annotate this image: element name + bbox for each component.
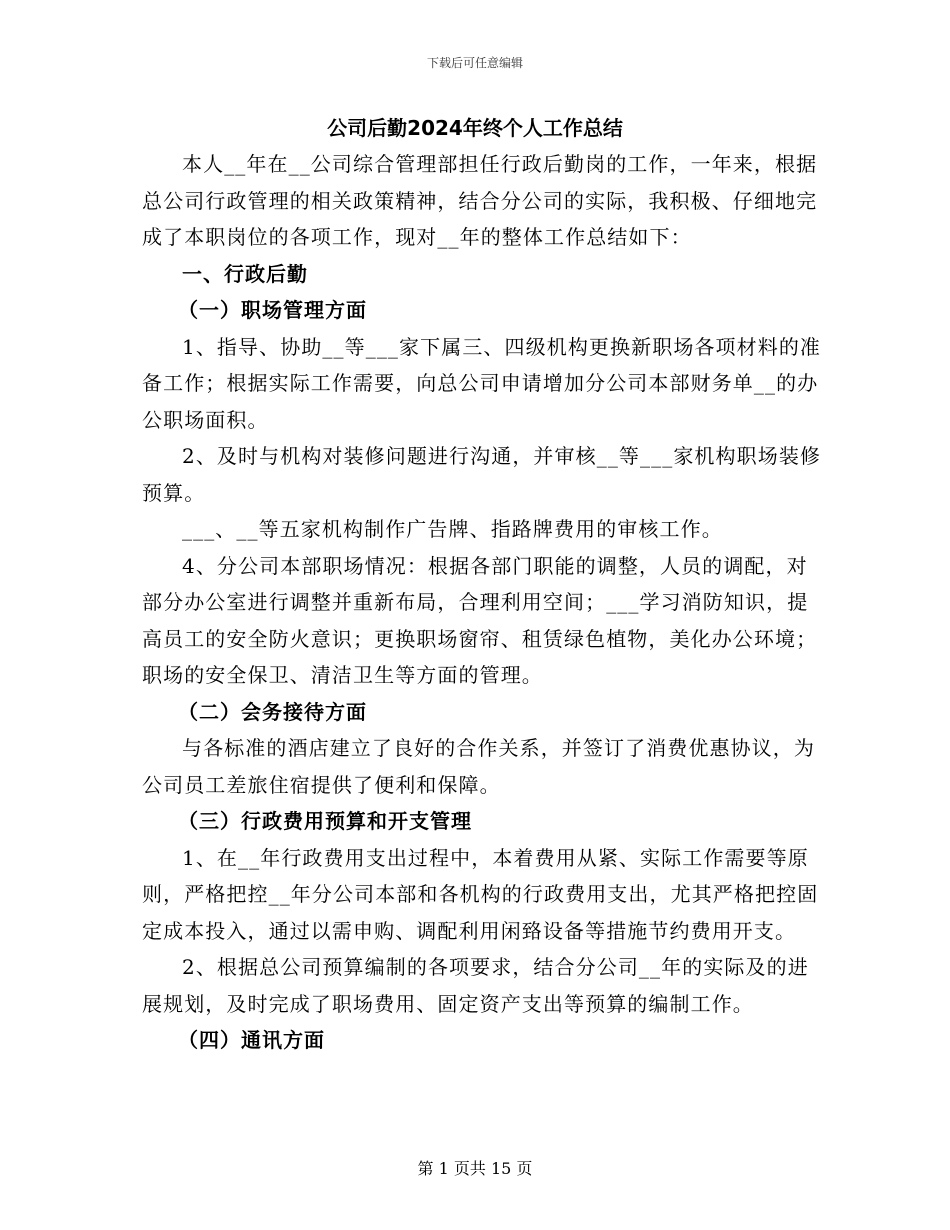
- section-heading-admin-logistics: 一、行政后勤: [182, 261, 308, 286]
- subsection-heading-reception: （二）会务接待方面: [178, 699, 367, 724]
- page-header-note: 下载后可任意编辑: [426, 56, 523, 70]
- paragraph-budget-1: 1、在__年行政费用支出过程中，本着费用从紧、实际工作需要等原则，严格把控__年分公司本部和各机构的行政费用支出，尤其严格把控固定成本投入，通过以需申购、调配利用闲臵设备等措施节约费用开支。: [142, 845, 819, 943]
- document-title: 公司后勤2024年终个人工作总结: [327, 116, 623, 140]
- paragraph-workplace-2: 2、及时与机构对装修问题进行沟通，并审核__等___家机构职场装修预算。: [142, 444, 822, 505]
- paragraph-workplace-3: ___、__等五家机构制作广告牌、指路牌费用的审核工作。: [182, 517, 723, 541]
- paragraph-workplace-4: 4、分公司本部职场情况：根据各部门职能的调整，人员的调配，对部分办公室进行调整并重新布局，合理利用空间；___学习消防知识，提高员工的安全防火意识；更换职场窗帘、租赁绿色植物，美化办公环境；职场的安全保卫、清洁卫生等方面的管理。: [142, 553, 818, 687]
- page-number: 第 1 页共 15 页: [417, 1159, 533, 1178]
- subsection-heading-budget: （三）行政费用预算和开支管理: [178, 809, 472, 833]
- document-body: [142, 146, 822, 1059]
- paragraph-budget-2: 2、根据总公司预算编制的各项要求，结合分公司__年的实际及的进展规划，及时完成了职场费用、固定资产支出等预算的编制工作。: [142, 955, 809, 1016]
- paragraph-reception: 与各标准的酒店建立了良好的合作关系，并签订了消费优惠协议，为公司员工差旅住宿提供了便利和保障。: [142, 736, 815, 797]
- subsection-heading-communication: （四）通讯方面: [178, 1028, 325, 1052]
- paragraph-workplace-1: 1、指导、协助__等___家下属三、四级机构更换新职场各项材料的准备工作；根据实际工作需要，向总公司申请增加分公司本部财务单__的办公职场面积。: [142, 334, 822, 432]
- intro-paragraph: 本人__年在__公司综合管理部担任行政后勤岗的工作，一年来，根据总公司行政管理的相关政策精神，结合分公司的实际，我积极、仔细地完成了本职岗位的各项工作，现对__年的整体工作总结如下：: [142, 152, 818, 249]
- subsection-heading-workplace: （一）职场管理方面: [178, 298, 367, 322]
